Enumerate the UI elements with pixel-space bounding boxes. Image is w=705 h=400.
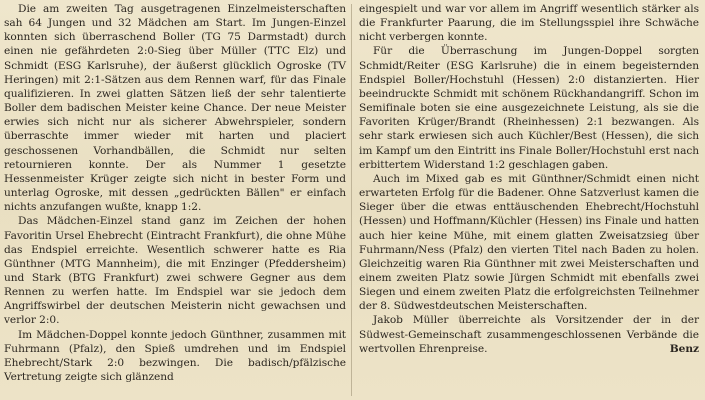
paragraph-doppel-jungen: Für die Überraschung im Jungen-Doppel sorgten Schmidt/Reiter (ESG Karlsruhe) die in einem begeisternden Endspiel Boller/Hochstuhl (Hessen) 2:0 distanzierten. Hier beeindruckte Schmidt mit schönem Rückhandangriff. Schon im Semifinale boten sie eine ausgezeichnete Leistung, als sie die Favoriten Krüger/Brandt (Rheinhessen) 2:1 bezwangen. Als sehr stark erwiesen sich auch Küchler/Best (Hessen), die sich im Kampf um den Eintritt ins Finale Boller/Hochstuhl erst nach erbittertem Widerstand 1:2 geschlagen gaben.: [359, 45, 699, 171]
paragraph-einzel-maedchen: Das Mädchen-Einzel stand ganz im Zeichen der hohen Favoritin Ursel Ehebrecht (Eintracht Frankfurt), die ohne Mühe das Endspiel erreichte. Wesentlich schwerer hatte es Ria Günthner (MTG Mannheim), die mit Enzinger (Pfeddersheim) und Stark (BTG Frankfurt) zwei schwere Gegner aus dem Rennen zu werfen hatte. Im Endspiel war sie jedoch dem Angriffswirbel der deutschen Meisterin nicht gewachsen und verlor 2:0.: [4, 215, 346, 327]
paragraph-mixed: Auch im Mixed gab es mit Günthner/Schmidt einen nicht erwarteten Erfolg für die Badener. Ohne Satzverlust kamen die Sieger über die etwas enttäuschenden Ehebrecht/Hochstuhl (Hessen) und Hoffmann/Küchler (Hessen) ins Finale und hatten auch hier keine Mühe, mit einem glatten Zweisatzsieg über Fuhrmann/Ness (Pfalz) den vierten Titel nach Baden zu holen. Gleichzeitig waren Ria Günthner mit zwei Meisterschaften und einem zweiten Platz sowie Jürgen Schmidt mit ebenfalls zwei Siegen und einem zweiten Platz die erfolgreichsten Teilnehmer der 8. Südwestdeutschen Meisterschaften.: [359, 172, 699, 313]
paragraph-doppel-maedchen: Im Mädchen-Doppel konnte jedoch Günthner, zusammen mit Fuhrmann (Pfalz), den Spieß umdrehen und im Endspiel Ehebrecht/Stark 2:0 bezwingen. Die badisch/pfälzische Vertretung zeigte sich glänzend: [4, 328, 346, 384]
paragraph-ehrenpreise-text: Jakob Müller überreichte als Vorsitzender der in der Südwest-Gemeinschaft zusammengeschlossenen Verbände die wertvollen Ehrenpreise.: [359, 314, 699, 355]
article-left-column: [4, 2, 346, 384]
paragraph-einzel-jungen: Die am zweiten Tag ausgetragenen Einzelmeisterschaften sah 64 Jungen und 32 Mädchen am Start. Im Jungen-Einzel konnten sich überraschend Boller (TG 75 Darmstadt) durch einen nie gefährdeten 2:0-Sieg über Müller (TTC Elz) und Schmidt (ESG Karlsruhe), der äußerst glücklich Ogroske (TV Heringen) mit 2:1-Sätzen aus dem Rennen warf, für das Finale qualifizieren. In zwei glatten Sätzen ließ der sehr talentierte Boller dem badischen Meister keine Chance. Der neue Meister erwies sich nicht nur als sicherer Abwehrspieler, sondern überraschte immer wieder mit harten und placiert geschossenen Vorhandbällen, die Schmidt nur selten retournieren konnte. Der als Nummer 1 gesetzte Hessenmeister Krüger zeigte sich nicht in bester Form und unterlag Ogroske, mit dessen „gedrückten Bällen" er einfach nichts anzufangen wußte, knapp 1:2.: [4, 3, 346, 214]
paragraph-ehrenpreise: [359, 313, 699, 355]
article-right-column: [359, 2, 699, 356]
column-divider: [351, 4, 352, 396]
paragraph-continuation: eingespielt und war vor allem im Angriff wesentlich stärker als die Frankfurter Paarung, die im Stellungsspiel ihre Schwäche nicht verbergen konnte.: [359, 3, 699, 44]
author-signature: Benz: [669, 342, 699, 355]
